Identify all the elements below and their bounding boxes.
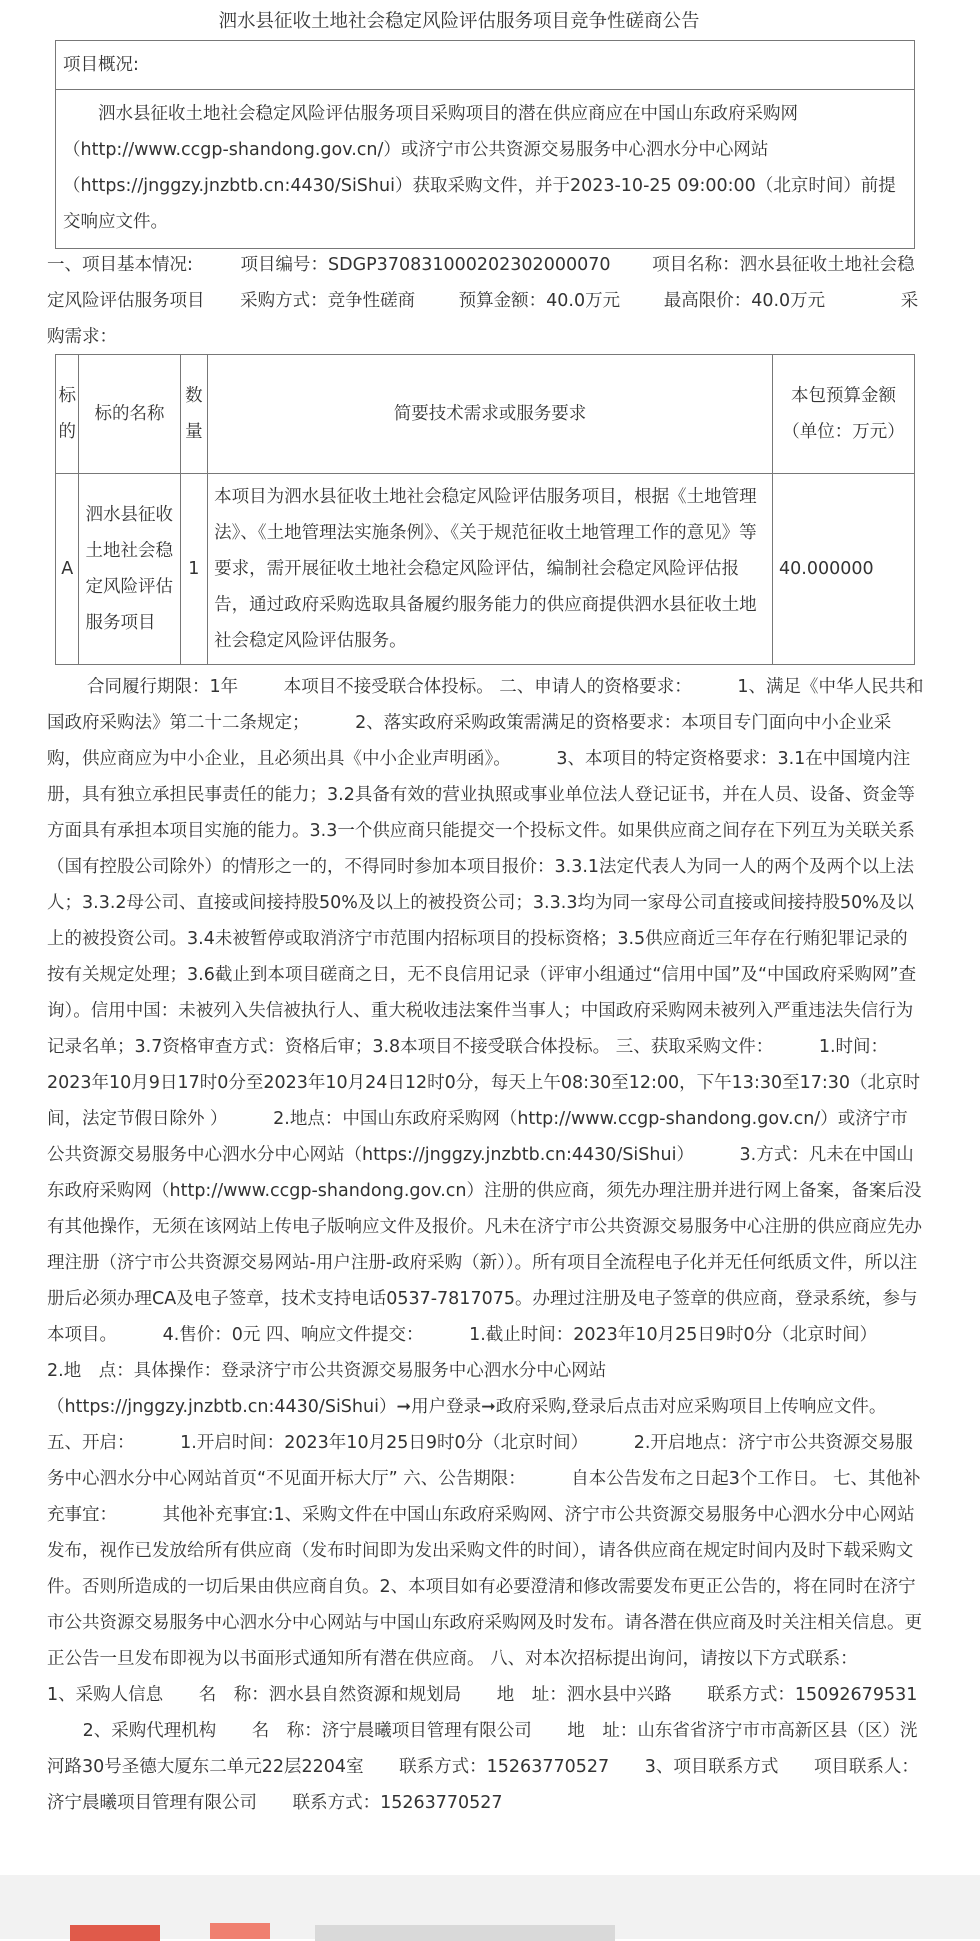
project-name: 项目名称：泗水县征收土地社会稳定风险评估服务项目	[47, 255, 915, 311]
row-item-id: A	[56, 474, 79, 665]
page-footer	[0, 1875, 980, 1939]
overview-heading: 项目概况:	[56, 41, 914, 90]
project-contact-person: 项目联系人：济宁晨曦项目管理有限公司	[47, 1757, 919, 1813]
acquire-place: 2.地点：中国山东政府采购网（http://www.ccgp-shandong.gov.cn/）或济宁市公共资源交易服务中心泗水分中心网站（https://jnggzy.jnzbtb.cn:4430/SiShui）	[47, 1109, 908, 1165]
section-8-heading: 八、对本次招标提出询问，请按以下方式联系：	[490, 1649, 858, 1669]
section-5-heading: 五、开启：	[47, 1433, 135, 1453]
section-6-heading: 六、公告期限：	[403, 1469, 526, 1489]
basic-info	[47, 247, 925, 355]
submission-place: 2.地 点：具体操作：登录济宁市公共资源交易服务中心泗水分中心网站（https://jnggzy.jnzbtb.cn:4430/SiShui）➞用户登录➞政府采购,登录后点击对应采购项目上传响应文件。	[47, 1361, 887, 1417]
row-quantity: 1	[180, 474, 208, 665]
header-item-name: 标的名称	[79, 355, 180, 474]
budget-amount: 预算金额：40.0万元	[458, 291, 621, 311]
agency-address: 地 址：山东省省济宁市市高新区县（区）洸河路30号圣德大厦东二单元22层2204室	[47, 1721, 918, 1777]
announcement-period: 自本公告发布之日起3个工作日。	[571, 1469, 828, 1489]
row-budget: 40.000000	[772, 474, 914, 665]
overview-body: 泗水县征收土地社会稳定风险评估服务项目采购项目的潜在供应商应在中国山东政府采购网（http://www.ccgp-shandong.gov.cn/）或济宁市公共资源交易服务中心泗水分中心网站（https://jnggzy.jnzbtb.cn:4430/SiShui）获取采购文件，并于2023-10-25 09:00:00（北京时间）前提交响应文件。	[63, 104, 896, 232]
table-row	[56, 474, 915, 665]
purchaser-heading: 1、采购人信息	[47, 1685, 164, 1705]
project-contact-phone: 联系方式：15263770527	[292, 1793, 503, 1813]
opening-place: 2.开启地点：济宁市公共资源交易服务中心泗水分中心网站首页“不见面开标大厅”	[47, 1433, 913, 1489]
acquire-time: 1.时间：2023年10月9日17时0分至2023年10月24日12时0分，每天上午08:30至12:00，下午13:30至17:30（北京时间，法定节假日除外 ）	[47, 1037, 921, 1129]
requirement-table	[55, 354, 915, 665]
agency-heading: 2、采购代理机构	[82, 1721, 217, 1741]
contract-period: 合同履行期限：1年	[87, 677, 239, 697]
max-price: 最高限价：40.0万元	[663, 291, 826, 311]
qualification-3: 3、本项目的特定资格要求：3.1在中国境内注册，具有独立承担民事责任的能力；3.2具备有效的营业执照或事业单位法人登记证书，并在人员、设备、资金等方面具有承担本项目实施的能力。3.3一个供应商只能提交一个投标文件。如果供应商之间存在下列互为关联关系（国有控股公司除外）的情形之一的，不得同时参加本项目报价：3.3.1法定代表人为同一人的两个及两个以上法人；3.3.2母公司、直接或间接持股50%及以上的被投资公司；3.3.3均为同一家母公司直接或间接持股50%及以上的被投资公司。3.4未被暂停或取消济宁市范围内招标项目的投标资格；3.5供应商近三年存在行贿犯罪记录的按有关规定处理；3.6截止到本项目磋商之日，无不良信用记录（评审小组通过“信用中国”及“中国政府采购网”查询）。信用中国：未被列入失信被执行人、重大税收违法案件当事人；中国政府采购网未被列入严重违法失信行为记录名单；3.7资格审查方式：资格后审；3.8本项目不接受联合体投标。	[47, 749, 917, 1057]
announcement-body	[47, 669, 925, 1821]
project-contact-heading: 3、项目联系方式	[644, 1757, 779, 1777]
purchaser-address: 地 址：泗水县中兴路	[496, 1685, 672, 1705]
opening-time: 1.开启时间：2023年10月25日9时0分（北京时间）	[180, 1433, 589, 1453]
joint-bid-note: 本项目不接受联合体投标。	[283, 677, 494, 697]
procurement-method: 采购方式：竞争性磋商	[240, 291, 416, 311]
purchaser-name: 名 称：泗水县自然资源和规划局	[198, 1685, 462, 1705]
header-requirements: 简要技术需求或服务要求	[208, 355, 773, 474]
basic-info-heading: 一、项目基本情况:	[47, 255, 193, 275]
agency-name: 名 称：济宁晨曦项目管理有限公司	[251, 1721, 532, 1741]
page-title: 泗水县征收土地社会稳定风险评估服务项目竞争性磋商公告	[218, 11, 700, 32]
document-price: 4.售价：0元	[162, 1325, 261, 1345]
header-budget: 本包预算金额（单位：万元）	[772, 355, 914, 474]
section-7-heading: 七、其他补充事宜：	[47, 1469, 921, 1525]
section-3-heading: 三、获取采购文件：	[615, 1037, 774, 1057]
project-number: 项目编号：SDGP370831000202302000070	[240, 255, 611, 275]
section-2-heading: 二、申请人的资格要求：	[499, 677, 692, 697]
header-quantity: 数量	[180, 355, 208, 474]
other-matters: 其他补充事宜:1、采购文件在中国山东政府采购网、济宁市公共资源交易服务中心泗水分中心网站发布，视作已发放给所有供应商（发布时间即为发出采购文件的时间），请各供应商在规定时间内及时下载采购文件。否则所造成的一切后果由供应商自负。2、本项目如有必要澄清和修改需要发布更正公告的，将在同时在济宁市公共资源交易服务中心泗水分中心网站与中国山东政府采购网及时发布。请各潜在供应商及时关注相关信息。更正公告一旦发布即视为以书面形式通知所有潜在供应商。	[47, 1505, 922, 1669]
acquire-method: 3.方式：凡未在中国山东政府采购网（http://www.ccgp-shandong.gov.cn）注册的供应商，须先办理注册并进行网上备案，备案后没有其他操作，无须在该网站上传电子版响应文件及报价。凡未在济宁市公共资源交易服务中心注册的供应商应先办理注册（济宁市公共资源交易网站-用户注册-政府采购（新））。所有项目全流程电子化并无任何纸质文件，所以注册后必须办理CA及电子签章，技术支持电话0537-7817075。办理过注册及电子签章的供应商，登录系统，参与本项目。	[47, 1145, 922, 1345]
header-item: 标的	[56, 355, 79, 474]
table-header-row	[56, 355, 915, 474]
agency-phone: 联系方式：15263770527	[399, 1757, 610, 1777]
requirement-label: 采购需求：	[47, 291, 919, 347]
footer-link[interactable]	[210, 1923, 270, 1939]
purchaser-phone: 联系方式：15092679531	[707, 1685, 918, 1705]
row-requirements: 本项目为泗水县征收土地社会稳定风险评估服务项目，根据《土地管理法》、《土地管理法实施条例》、《关于规范征收土地管理工作的意见》等要求，需开展征收土地社会稳定风险评估，编制社会稳定风险评估报告，通过政府采购选取具备履约服务能力的供应商提供泗水县征收土地社会稳定风险评估服务。	[208, 474, 773, 665]
qualification-2: 2、落实政府采购政策需满足的资格要求：本项目专门面向中小企业采购，供应商应为中小企业，且必须出具《中小企业声明函》。	[47, 713, 892, 769]
submission-deadline: 1.截止时间：2023年10月25日9时0分（北京时间）	[469, 1325, 878, 1345]
row-item-name: 泗水县征收土地社会稳定风险评估服务项目	[79, 474, 180, 665]
project-overview-box	[55, 40, 915, 249]
section-4-heading: 四、响应文件提交：	[266, 1325, 424, 1345]
qualification-1: 1、满足《中华人民共和国政府采购法》第二十二条规定；	[47, 677, 924, 733]
